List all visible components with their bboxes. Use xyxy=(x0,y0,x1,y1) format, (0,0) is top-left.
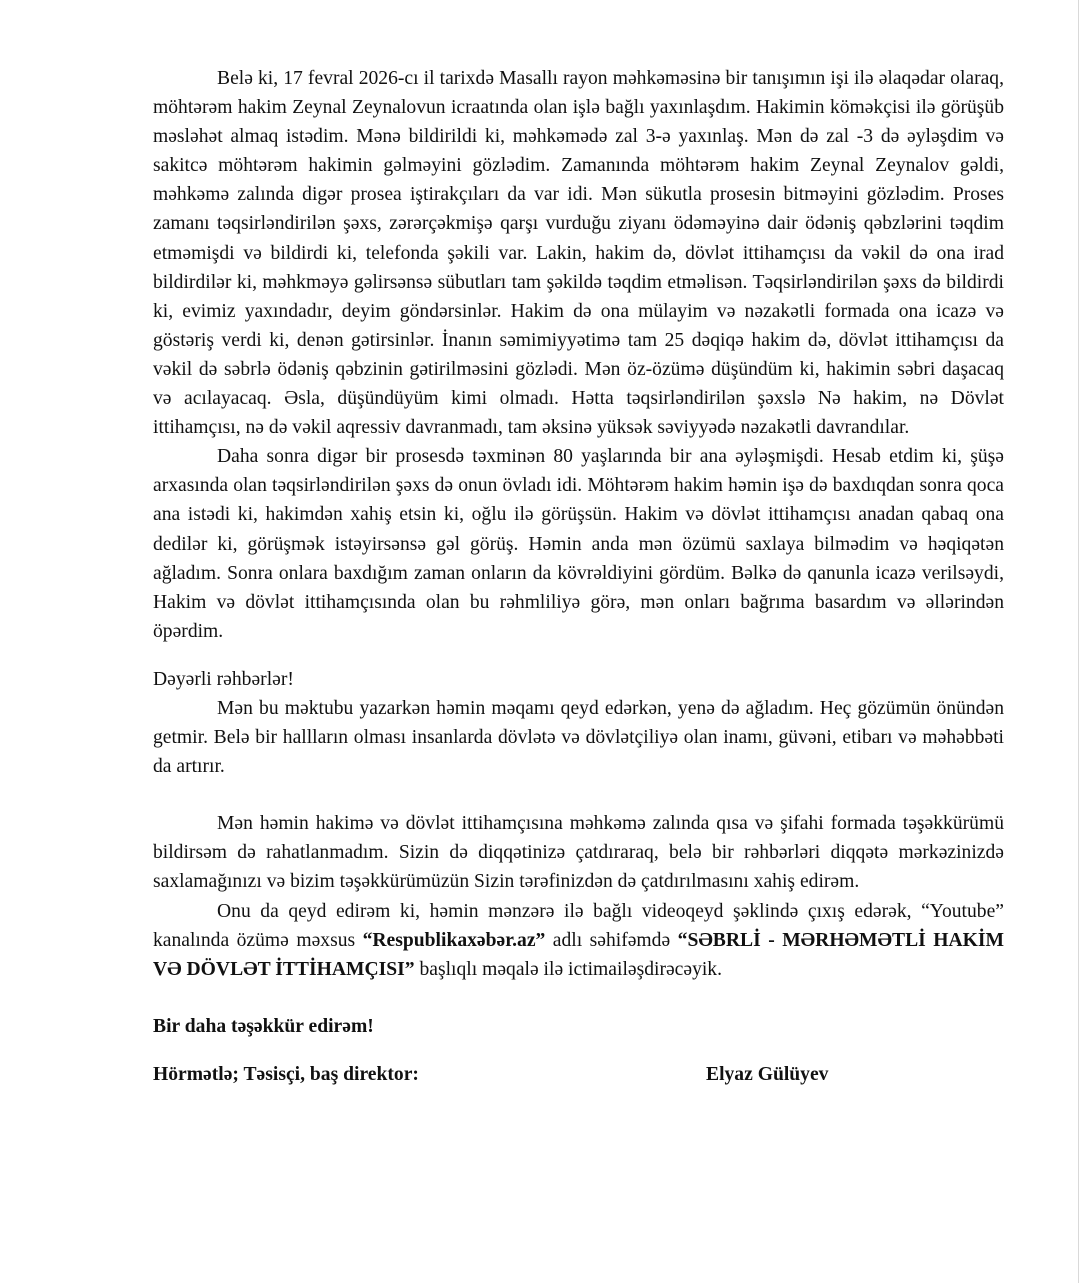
paragraph-spacer xyxy=(153,781,1004,809)
paragraph-gratitude-request: Mən həmin hakimə və dövlət ittihamçısına məhkəmə zalında qısa və şifahi formada təşəkkürümü bildirsəm də rahatlanmadım. Sizin də diqqətinizə çatdıraraq, belə bir rəhbərləri diqqətə mərkəzinizdə saxlamağınızı və bizim təşəkkürümüzün Sizin tərəfinizdən də çatdırılmasını xahiş edirəm. xyxy=(153,813,1004,893)
paragraph-court-visit: Belə ki, 17 fevral 2026-cı il tarixdə Masallı rayon məhkəməsinə bir tanışımın işi ilə əlaqədar olaraq, möhtərəm hakim Zeynal Zeynalovun icraatında olan işlə bağlı yaxınlaşdım. Hakimin köməkçisi ilə görüşüb məsləhət almaq istədim. Mənə bildirildi ki, məhkəmədə zal 3-ə yaxınlaş. Mən də zal -3 də əyləşdim və sakitcə möhtərəm hakimin gəlməyini gözlədim. Zamanında möhtərəm hakim Zeynal Zeynalov gəldi, məhkəmə zalında digər prosea iştirakçıları da var idi. Mən sükutla prosesin bitməyini gözlədim. Proses zamanı təqsirləndirilən şəxs, zərərçəkmişə qarşı vurduğu ziyanı ödəməyinə dair ödəniş qəbzlərini təqdim etməmişdi və bildirdi ki, telefonda şəkili var. Lakin, hakim də, dövlət ittihamçısı da vəkil də ona irad bildirdilər ki, məhkməyə gəlirsənsə sübutları tam şəkildə təqdim etməlisən. Təqsirləndirilən şəxs də bildirdi ki, evimiz yaxındadır, deyim göndərsinlər. Hakim də ona mülayim və nəzakətli formada ona icazə və göstəriş verdi ki, denən gətirsinlər. İnanın səmimiyyətimə tam 25 dəqiqə hakim də, dövlət ittihamçısı da vəkil də səbrlə ödəniş qəbzinin gətirilməsini gözlədi. Mən öz-özümə düşündüm ki, hakimin səbri daşacaq və acılayacaq. Əsla, düşündüyüm kimi olmadı. Hətta təqsirləndirilən şəxslə Nə hakim, nə Dövlət ittihamçısı, nə də vəkil aqressiv davranmadı, tam əksinə yüksək səviyyədə nəzakətli davrandılar. xyxy=(153,68,1004,439)
announcement-text: başlıqlı məqalə ilə ictimailəşdirəcəyik. xyxy=(414,958,722,980)
paragraph-elderly-mother: Daha sonra digər bir prosesdə təxminən 80 yaşlarında bir ana əyləşmişdi. Hesab etdim ki, şüşə arxasında olan təqsirləndirilən şəxs də onun övladı idi. Möhtərəm hakim həmin işə də baxdıqdan sonra qoca ana istədi ki, hakimdən xahiş etsin ki, oğlu ilə görüşsün. Hakim və dövlət ittihamçısı anadan qabaq ona dedilər ki, görüşmək istəyirsənsə gəl görüş. Həmin anda mən özümü saxlaya bilmədim və həqiqətən ağladım. Sonra onlara baxdığım zaman onların da kövrəldiyini gördüm. Bəlkə də qanunla icazə verilsəydi, Hakim və dövlət ittihamçısında olan bu rəhmliliyə görə, mən onları bağrıma basardım və əllərindən öpərdim. xyxy=(153,446,1004,642)
closing-line: Bir daha təşəkkür edirəm! xyxy=(153,1015,374,1037)
announcement-text: adlı səhifəmdə xyxy=(545,929,678,951)
announcement-text: Onu da qeyd edirəm ki, həmin mənzərə ilə bağlı videoqeyd şəklində çıxış edərək, “Youtube” kanalında özümə məxsus xyxy=(153,900,1004,951)
article-headline: “SƏBRLİ - MƏRHƏMƏTLİ HAKİM VƏ DÖVLƏT İTTİHAMÇISI” xyxy=(153,929,1004,980)
letter-body xyxy=(153,64,1004,1090)
paragraph-reflection: Mən bu məktubu yazarkən həmin məqamı qeyd edərkən, yenə də ağladım. Heç gözümün önündən getmir. Belə bir hallların olması insanlarda dövlətə və dövlətçiliyə olan inamı, güvəni, etibarı və məhəbbəti da artırır. xyxy=(153,697,1004,778)
paragraph-video-announcement xyxy=(153,897,1004,984)
salutation: Dəyərli rəhbərlər! xyxy=(153,668,294,690)
paragraph-spacer xyxy=(153,646,1004,665)
paragraph-spacer xyxy=(153,984,1004,1012)
signature-label: Hörmətlə; Təsisçi, baş direktor: xyxy=(153,1063,419,1085)
paragraph-spacer xyxy=(153,1041,1004,1060)
signature-block xyxy=(153,1060,1004,1090)
signature-name: Elyaz Gülüyev xyxy=(706,1063,829,1085)
site-name: “Respublikaxəbər.az” xyxy=(362,929,546,951)
